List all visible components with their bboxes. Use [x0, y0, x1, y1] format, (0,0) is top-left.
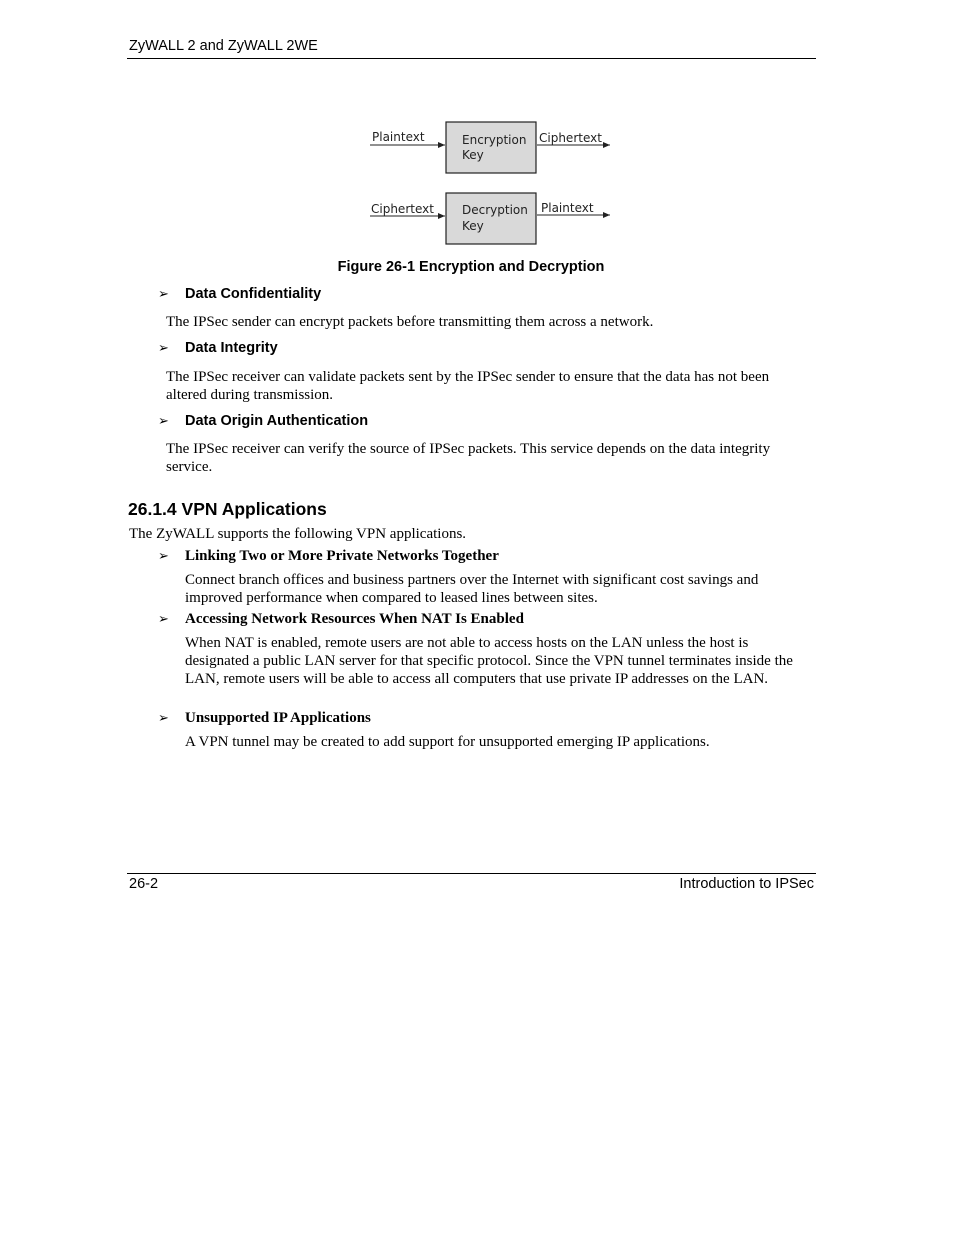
encrypt-output-label: Ciphertext	[539, 131, 602, 145]
service-body: The IPSec receiver can validate packets sent by the IPSec sender to ensure that the data has not been altered during transmission.	[166, 369, 770, 403]
application-body: A VPN tunnel may be created to add support for unsupported emerging IP applications.	[185, 734, 710, 750]
service-item	[158, 340, 278, 356]
page-number: 26-2	[129, 876, 159, 892]
decryption-box-line1: Decryption	[462, 203, 528, 217]
bullet-arrow-icon: ➢	[158, 340, 169, 355]
bullet-arrow-icon: ➢	[158, 611, 169, 626]
service-title: Data Confidentiality	[185, 286, 322, 302]
figure-caption: Figure 26-1 Encryption and Decryption	[337, 259, 605, 275]
application-title: Unsupported IP Applications	[185, 710, 371, 726]
decryption-box-line2: Key	[462, 219, 484, 233]
application-item	[158, 611, 524, 628]
application-title: Linking Two or More Private Networks Together	[185, 548, 499, 564]
decryption-key-box	[446, 193, 536, 244]
service-body: The IPSec receiver can verify the source of IPSec packets. This service depends on the data integrity service.	[166, 441, 771, 475]
section-heading: 26.1.4 VPN Applications	[128, 499, 327, 519]
encryption-box-line1: Encryption	[462, 133, 527, 147]
service-title: Data Integrity	[185, 340, 278, 356]
service-item	[158, 413, 368, 429]
application-item	[158, 548, 499, 565]
application-item	[158, 710, 371, 727]
bullet-arrow-icon: ➢	[158, 710, 169, 725]
footer-rule	[127, 873, 816, 874]
encryption-diagram	[360, 112, 630, 252]
application-body: When NAT is enabled, remote users are not able to access hosts on the LAN unless the host is designated a public LAN server for that specific protocol. Since the VPN tunnel terminates inside the LAN, remote users will be able to access all computers that use private IP addresses on the LAN.	[185, 635, 793, 687]
service-item	[158, 286, 321, 302]
header-rule	[127, 58, 816, 59]
running-header: ZyWALL 2 and ZyWALL 2WE	[129, 38, 318, 54]
section-intro: The ZyWALL supports the following VPN applications.	[129, 526, 467, 542]
bullet-arrow-icon: ➢	[158, 286, 169, 301]
encryption-key-box	[446, 122, 536, 173]
application-body: Connect branch offices and business partners over the Internet with significant cost savings and improved performance when compared to leased lines between sites.	[185, 572, 759, 606]
chapter-title: Introduction to IPSec	[679, 876, 814, 892]
encrypt-input-label: Plaintext	[372, 130, 425, 144]
service-title: Data Origin Authentication	[185, 413, 369, 429]
bullet-arrow-icon: ➢	[158, 548, 169, 563]
decrypt-output-label: Plaintext	[541, 201, 594, 215]
application-title: Accessing Network Resources When NAT Is Enabled	[185, 611, 524, 627]
encryption-box-line2: Key	[462, 148, 484, 162]
decrypt-input-label: Ciphertext	[371, 202, 434, 216]
service-body: The IPSec sender can encrypt packets before transmitting them across a network.	[166, 314, 654, 330]
bullet-arrow-icon: ➢	[158, 413, 169, 428]
